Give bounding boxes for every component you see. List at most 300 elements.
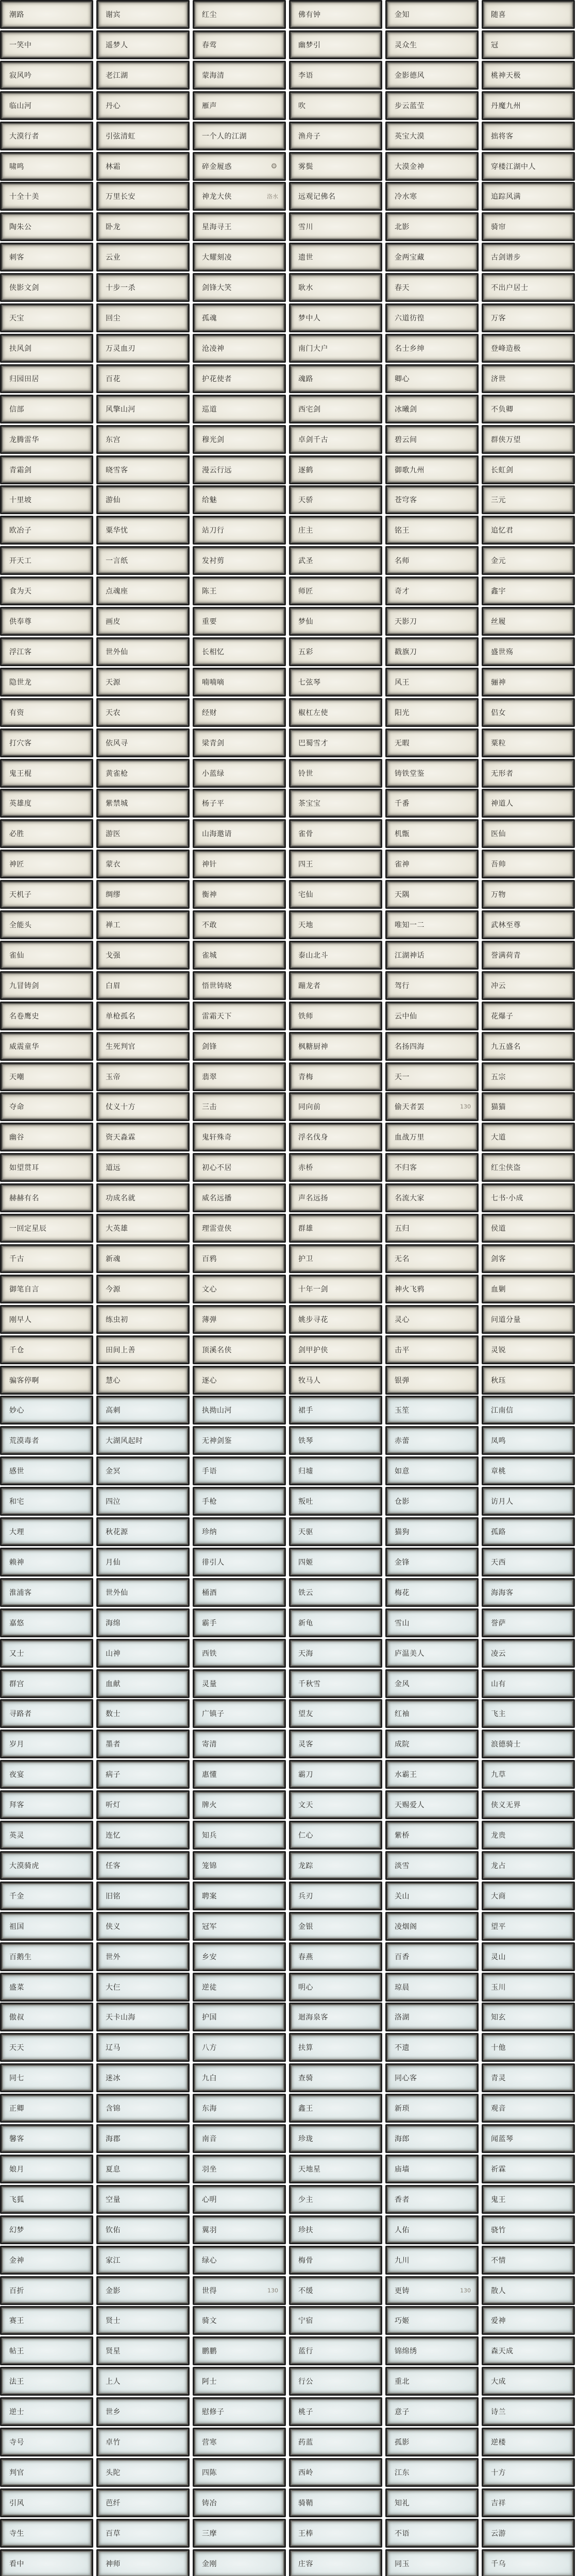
title-tile[interactable] (482, 2215, 575, 2244)
title-tile[interactable] (289, 728, 382, 757)
title-tile[interactable] (193, 2549, 286, 2576)
title-tile[interactable] (289, 1062, 382, 1091)
title-tile[interactable] (193, 2094, 286, 2123)
title-tile[interactable] (385, 1730, 479, 1758)
title-tile[interactable] (482, 1244, 575, 1273)
title-tile[interactable] (482, 1426, 575, 1455)
title-tile[interactable] (385, 2003, 479, 2031)
title-tile[interactable] (482, 1456, 575, 1485)
title-tile[interactable] (482, 1973, 575, 2002)
title-tile[interactable] (0, 1275, 93, 1303)
title-tile[interactable] (0, 516, 93, 545)
title-tile[interactable] (96, 1699, 190, 1728)
title-tile[interactable] (482, 698, 575, 727)
title-tile[interactable] (96, 152, 190, 181)
title-tile[interactable] (289, 425, 382, 454)
title-tile[interactable] (482, 1821, 575, 1850)
title-tile[interactable] (482, 1092, 575, 1121)
title-tile[interactable] (0, 2215, 93, 2244)
title-tile[interactable] (0, 1730, 93, 1758)
title-tile[interactable] (0, 212, 93, 241)
title-tile[interactable] (96, 1123, 190, 1151)
title-tile[interactable] (289, 364, 382, 393)
title-tile[interactable] (482, 1730, 575, 1758)
title-tile[interactable] (193, 1062, 286, 1091)
title-tile[interactable] (289, 1912, 382, 1941)
title-tile[interactable] (385, 2063, 479, 2092)
title-tile[interactable] (385, 2519, 479, 2548)
title-tile[interactable] (482, 2519, 575, 2548)
title-tile[interactable] (96, 2549, 190, 2576)
title-tile[interactable] (193, 455, 286, 484)
title-tile[interactable] (96, 607, 190, 636)
title-tile[interactable] (96, 364, 190, 393)
title-tile[interactable] (193, 1912, 286, 1941)
title-tile[interactable] (193, 61, 286, 90)
title-tile[interactable] (96, 1973, 190, 2002)
title-tile[interactable] (289, 2336, 382, 2365)
title-tile[interactable] (385, 1578, 479, 1607)
title-tile[interactable] (96, 2124, 190, 2153)
title-tile[interactable] (193, 2033, 286, 2062)
title-tile[interactable] (0, 1973, 93, 2002)
title-tile[interactable] (96, 1851, 190, 1880)
title-tile[interactable] (193, 2458, 286, 2487)
title-tile[interactable] (0, 1062, 93, 1091)
title-tile[interactable] (0, 243, 93, 272)
title-tile[interactable] (385, 2246, 479, 2275)
title-tile[interactable] (0, 395, 93, 423)
title-tile[interactable] (0, 1760, 93, 1789)
title-tile[interactable] (193, 1244, 286, 1273)
title-tile[interactable] (193, 1214, 286, 1243)
title-tile[interactable] (0, 273, 93, 302)
title-tile[interactable] (289, 122, 382, 150)
title-tile[interactable] (193, 30, 286, 59)
title-tile[interactable] (482, 971, 575, 1000)
title-tile[interactable] (289, 607, 382, 636)
title-tile[interactable] (385, 1942, 479, 1971)
title-tile[interactable] (482, 1335, 575, 1364)
title-tile[interactable] (482, 2367, 575, 2396)
title-tile[interactable] (193, 2306, 286, 2335)
title-tile[interactable] (0, 2397, 93, 2426)
title-tile[interactable] (0, 698, 93, 727)
title-tile[interactable] (385, 1456, 479, 1485)
title-tile[interactable] (193, 546, 286, 575)
title-tile[interactable] (0, 303, 93, 332)
title-tile[interactable] (482, 243, 575, 272)
title-tile[interactable] (289, 910, 382, 939)
title-tile[interactable] (96, 0, 190, 29)
title-tile[interactable] (96, 334, 190, 363)
title-tile[interactable] (0, 728, 93, 757)
title-tile[interactable] (482, 577, 575, 605)
title-tile[interactable] (96, 61, 190, 90)
title-tile[interactable] (482, 1214, 575, 1243)
title-tile[interactable] (193, 1183, 286, 1212)
title-tile[interactable] (385, 1821, 479, 1850)
title-tile[interactable] (0, 364, 93, 393)
title-tile[interactable] (289, 1002, 382, 1030)
title-tile[interactable] (0, 546, 93, 575)
title-tile[interactable] (385, 455, 479, 484)
title-tile[interactable] (385, 1851, 479, 1880)
title-tile[interactable] (96, 698, 190, 727)
title-tile[interactable] (385, 577, 479, 605)
title-tile[interactable] (385, 1608, 479, 1637)
title-tile[interactable] (289, 395, 382, 423)
title-tile[interactable] (96, 789, 190, 818)
title-tile[interactable] (0, 759, 93, 788)
title-tile[interactable] (96, 122, 190, 150)
title-tile[interactable] (385, 910, 479, 939)
title-tile[interactable] (482, 2428, 575, 2456)
title-tile[interactable] (0, 1669, 93, 1698)
title-tile[interactable] (193, 1669, 286, 1698)
title-tile[interactable] (193, 122, 286, 150)
title-tile[interactable] (385, 122, 479, 150)
title-tile[interactable] (385, 698, 479, 727)
title-tile[interactable] (96, 1669, 190, 1698)
title-tile[interactable] (0, 2458, 93, 2487)
title-tile[interactable] (193, 2336, 286, 2365)
title-tile[interactable] (96, 1214, 190, 1243)
title-tile[interactable] (193, 1366, 286, 1395)
title-tile[interactable] (193, 2488, 286, 2517)
title-tile[interactable] (385, 1366, 479, 1395)
title-tile[interactable] (193, 485, 286, 514)
title-tile[interactable] (193, 2155, 286, 2183)
title-tile[interactable] (482, 1275, 575, 1303)
title-tile[interactable] (193, 1426, 286, 1455)
title-tile[interactable] (385, 2336, 479, 2365)
title-tile[interactable] (289, 2155, 382, 2183)
title-tile[interactable] (96, 668, 190, 697)
title-tile[interactable] (0, 1123, 93, 1151)
title-tile[interactable] (193, 182, 286, 211)
title-tile[interactable] (0, 910, 93, 939)
title-tile[interactable] (289, 1669, 382, 1698)
title-tile[interactable] (193, 1517, 286, 1546)
title-tile[interactable] (96, 1608, 190, 1637)
title-tile[interactable] (482, 2276, 575, 2305)
title-tile[interactable] (289, 2428, 382, 2456)
title-tile[interactable] (289, 1214, 382, 1243)
title-tile[interactable] (385, 1882, 479, 1910)
title-tile[interactable] (96, 1366, 190, 1395)
title-tile[interactable] (482, 182, 575, 211)
title-tile[interactable] (289, 1608, 382, 1637)
title-tile[interactable] (96, 728, 190, 757)
title-tile[interactable] (482, 2246, 575, 2275)
title-tile[interactable] (289, 789, 382, 818)
title-tile[interactable] (482, 1305, 575, 1334)
title-tile[interactable] (0, 637, 93, 666)
title-tile[interactable] (385, 1487, 479, 1516)
title-tile[interactable] (193, 334, 286, 363)
title-tile[interactable] (289, 1578, 382, 1607)
title-tile[interactable] (193, 425, 286, 454)
title-tile[interactable] (385, 1305, 479, 1334)
title-tile[interactable] (482, 728, 575, 757)
title-tile[interactable] (0, 668, 93, 697)
title-tile[interactable] (0, 577, 93, 605)
title-tile[interactable] (0, 91, 93, 120)
title-tile[interactable] (289, 1821, 382, 1850)
title-tile[interactable] (385, 30, 479, 59)
title-tile[interactable] (385, 91, 479, 120)
title-tile[interactable] (482, 850, 575, 878)
title-tile[interactable] (482, 607, 575, 636)
title-tile[interactable] (482, 1548, 575, 1577)
title-tile[interactable] (96, 1760, 190, 1789)
title-tile[interactable] (289, 2124, 382, 2153)
title-tile[interactable] (96, 1062, 190, 1091)
title-tile[interactable] (385, 1760, 479, 1789)
title-tile[interactable] (482, 2003, 575, 2031)
title-tile[interactable] (385, 2306, 479, 2335)
title-tile[interactable] (289, 819, 382, 848)
title-tile[interactable] (193, 1790, 286, 1819)
title-tile[interactable] (193, 1335, 286, 1364)
title-tile[interactable] (193, 1153, 286, 1182)
title-tile[interactable] (482, 668, 575, 697)
title-tile[interactable] (289, 1092, 382, 1121)
title-tile[interactable] (193, 1275, 286, 1303)
title-tile[interactable] (96, 425, 190, 454)
title-tile[interactable] (289, 1760, 382, 1789)
title-tile[interactable] (96, 1396, 190, 1425)
title-tile[interactable] (193, 2276, 286, 2305)
title-tile[interactable] (289, 1639, 382, 1668)
title-tile[interactable] (0, 2063, 93, 2092)
title-tile[interactable] (0, 1305, 93, 1334)
title-tile[interactable] (0, 2094, 93, 2123)
title-tile[interactable] (289, 243, 382, 272)
title-tile[interactable] (96, 1790, 190, 1819)
title-tile[interactable] (0, 1426, 93, 1455)
title-tile[interactable] (96, 2063, 190, 2092)
title-tile[interactable] (193, 1002, 286, 1030)
title-tile[interactable] (289, 2488, 382, 2517)
title-tile[interactable] (385, 2549, 479, 2576)
title-tile[interactable] (289, 2397, 382, 2426)
title-tile[interactable] (96, 1578, 190, 1607)
title-tile[interactable] (482, 546, 575, 575)
title-tile[interactable] (289, 1366, 382, 1395)
title-tile[interactable] (289, 759, 382, 788)
title-tile[interactable] (96, 1487, 190, 1516)
title-tile[interactable] (482, 516, 575, 545)
title-tile[interactable] (96, 2155, 190, 2183)
title-tile[interactable] (96, 1426, 190, 1455)
title-tile[interactable] (0, 2519, 93, 2548)
title-tile[interactable] (482, 880, 575, 909)
title-tile[interactable] (385, 243, 479, 272)
title-tile[interactable] (385, 2185, 479, 2214)
title-tile[interactable] (96, 91, 190, 120)
title-tile[interactable] (0, 2549, 93, 2576)
title-tile[interactable] (96, 1821, 190, 1850)
title-tile[interactable] (193, 243, 286, 272)
title-tile[interactable] (289, 668, 382, 697)
title-tile[interactable] (193, 1548, 286, 1577)
title-tile[interactable] (96, 1183, 190, 1212)
title-tile[interactable] (385, 2033, 479, 2062)
title-tile[interactable] (96, 2185, 190, 2214)
title-tile[interactable] (0, 1639, 93, 1668)
title-tile[interactable] (385, 850, 479, 878)
title-tile[interactable] (482, 2155, 575, 2183)
title-tile[interactable] (0, 1092, 93, 1121)
title-tile[interactable] (385, 2367, 479, 2396)
title-tile[interactable] (193, 789, 286, 818)
title-tile[interactable] (385, 1699, 479, 1728)
title-tile[interactable] (289, 334, 382, 363)
title-tile[interactable] (193, 1973, 286, 2002)
title-tile[interactable] (0, 1002, 93, 1030)
title-tile[interactable] (0, 2185, 93, 2214)
title-tile[interactable] (385, 61, 479, 90)
title-tile[interactable] (289, 1275, 382, 1303)
title-tile[interactable] (0, 1244, 93, 1273)
title-tile[interactable] (0, 971, 93, 1000)
title-tile[interactable] (482, 1183, 575, 1212)
title-tile[interactable] (482, 2185, 575, 2214)
title-tile[interactable] (193, 941, 286, 970)
title-tile[interactable] (482, 1699, 575, 1728)
title-tile[interactable] (193, 303, 286, 332)
title-tile[interactable] (289, 1548, 382, 1577)
title-tile[interactable] (385, 334, 479, 363)
title-tile[interactable] (482, 334, 575, 363)
title-tile[interactable] (96, 516, 190, 545)
title-tile[interactable] (289, 1790, 382, 1819)
title-tile[interactable] (193, 1699, 286, 1728)
title-tile[interactable] (193, 212, 286, 241)
title-tile[interactable] (482, 2336, 575, 2365)
title-tile[interactable] (193, 577, 286, 605)
title-tile[interactable] (193, 880, 286, 909)
title-tile[interactable] (0, 455, 93, 484)
title-tile[interactable] (385, 485, 479, 514)
title-tile[interactable] (482, 30, 575, 59)
title-tile[interactable] (385, 1032, 479, 1061)
title-tile[interactable] (96, 819, 190, 848)
title-tile[interactable] (193, 152, 286, 181)
title-tile[interactable] (96, 850, 190, 878)
title-tile[interactable] (96, 1942, 190, 1971)
title-tile[interactable] (96, 2033, 190, 2062)
title-tile[interactable] (193, 516, 286, 545)
title-tile[interactable] (482, 637, 575, 666)
title-tile[interactable] (0, 1699, 93, 1728)
title-tile[interactable] (385, 2397, 479, 2426)
title-tile[interactable] (96, 2367, 190, 2396)
title-tile[interactable] (0, 789, 93, 818)
title-tile[interactable] (385, 880, 479, 909)
title-tile[interactable] (289, 2549, 382, 2576)
title-tile[interactable] (193, 1608, 286, 1637)
title-tile[interactable] (0, 819, 93, 848)
title-tile[interactable] (0, 1456, 93, 1485)
title-tile[interactable] (385, 182, 479, 211)
title-tile[interactable] (96, 546, 190, 575)
title-tile[interactable] (385, 1517, 479, 1546)
title-tile[interactable] (0, 1942, 93, 1971)
title-tile[interactable] (385, 2428, 479, 2456)
title-tile[interactable] (482, 273, 575, 302)
title-tile[interactable] (0, 2336, 93, 2365)
title-tile[interactable] (385, 1275, 479, 1303)
title-tile[interactable] (385, 516, 479, 545)
title-tile[interactable] (96, 1548, 190, 1577)
title-tile[interactable] (482, 1487, 575, 1516)
title-tile[interactable] (0, 1851, 93, 1880)
title-tile[interactable] (482, 0, 575, 29)
title-tile[interactable] (96, 1730, 190, 1758)
title-tile[interactable] (96, 1912, 190, 1941)
title-tile[interactable] (482, 2306, 575, 2335)
title-tile[interactable] (96, 1882, 190, 1910)
title-tile[interactable] (193, 1456, 286, 1485)
title-tile[interactable] (193, 728, 286, 757)
title-tile[interactable] (0, 880, 93, 909)
title-tile[interactable] (289, 0, 382, 29)
title-tile[interactable] (96, 485, 190, 514)
title-tile[interactable] (193, 2063, 286, 2092)
title-tile[interactable] (96, 2246, 190, 2275)
title-tile[interactable] (482, 91, 575, 120)
title-tile[interactable] (193, 819, 286, 848)
title-tile[interactable] (385, 273, 479, 302)
title-tile[interactable] (96, 1639, 190, 1668)
title-tile[interactable] (0, 1882, 93, 1910)
title-tile[interactable] (289, 2246, 382, 2275)
title-tile[interactable] (193, 1942, 286, 1971)
title-tile[interactable] (385, 2276, 479, 2305)
title-tile[interactable] (96, 455, 190, 484)
title-tile[interactable] (0, 2003, 93, 2031)
title-tile[interactable] (385, 2155, 479, 2183)
title-tile[interactable] (289, 2094, 382, 2123)
title-tile[interactable] (482, 1366, 575, 1395)
title-tile[interactable] (385, 1062, 479, 1091)
title-tile[interactable] (96, 2397, 190, 2426)
title-tile[interactable] (482, 1032, 575, 1061)
title-tile[interactable] (289, 1305, 382, 1334)
title-tile[interactable] (96, 2428, 190, 2456)
title-tile[interactable] (0, 2306, 93, 2335)
title-tile[interactable] (0, 1487, 93, 1516)
title-tile[interactable] (289, 1882, 382, 1910)
title-tile[interactable] (385, 1183, 479, 1212)
title-tile[interactable] (193, 2215, 286, 2244)
title-tile[interactable] (96, 243, 190, 272)
title-tile[interactable] (0, 1912, 93, 1941)
title-tile[interactable] (193, 971, 286, 1000)
title-tile[interactable] (482, 1790, 575, 1819)
title-tile[interactable] (289, 1517, 382, 1546)
title-tile[interactable] (385, 668, 479, 697)
title-tile[interactable] (193, 637, 286, 666)
title-tile[interactable] (385, 1396, 479, 1425)
title-tile[interactable] (289, 1183, 382, 1212)
title-tile[interactable] (482, 1002, 575, 1030)
title-tile[interactable] (193, 2246, 286, 2275)
title-tile[interactable] (385, 1973, 479, 2002)
